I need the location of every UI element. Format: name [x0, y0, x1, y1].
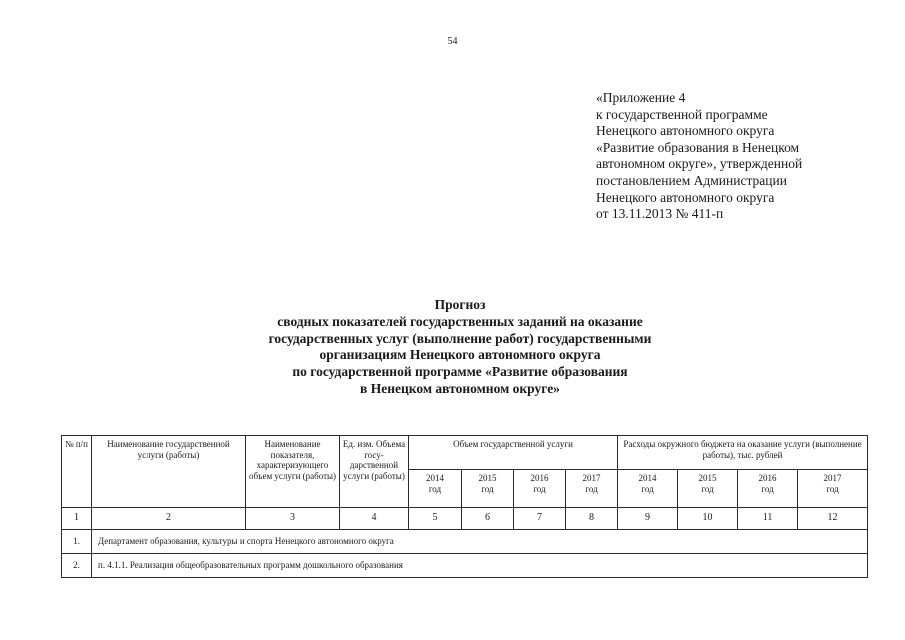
document-title: [150, 297, 770, 398]
table-row: [62, 530, 868, 554]
row-number: 1.: [62, 530, 92, 554]
header-expense-year: [618, 470, 678, 508]
header-volume-year: [462, 470, 514, 508]
column-number: 8: [566, 508, 618, 530]
column-number: 3: [246, 508, 340, 530]
page-number: 54: [447, 36, 458, 47]
header-unit: Ед. изм. Объема госу-дарственной услуги (работы): [340, 436, 409, 508]
title-line: Прогноз: [434, 297, 486, 312]
row-text: п. 4.1.1. Реализация общеобразовательных программ дошкольного образования: [92, 554, 868, 578]
header-expense-year: [798, 470, 868, 508]
column-number: 12: [798, 508, 868, 530]
appendix-reference: [596, 90, 896, 223]
appendix-line: постановлением Администрации: [596, 172, 787, 188]
title-line: организациям Ненецкого автономного округа: [319, 347, 601, 363]
year-value: 2016: [530, 473, 549, 483]
year-value: 2016: [758, 473, 777, 483]
appendix-line: «Приложение 4: [596, 90, 686, 105]
column-number: 2: [92, 508, 246, 530]
forecast-table: [61, 435, 868, 578]
year-suffix: год: [533, 483, 546, 494]
year-value: 2014: [426, 473, 444, 483]
title-line: по государственной программе «Развитие образования: [292, 364, 628, 380]
year-suffix: год: [585, 483, 598, 494]
title-line: государственных услуг (выполнение работ) государственными: [268, 330, 652, 346]
column-number: 7: [514, 508, 566, 530]
year-value: 2017: [582, 473, 601, 483]
header-service-name: Наименование государственной услуги (работы): [92, 436, 246, 508]
appendix-line: Ненецкого автономного округа: [596, 189, 775, 205]
appendix-line: от 13.11.2013 № 411-п: [596, 206, 724, 222]
title-line: сводных показателей государственных заданий на оказание: [277, 313, 643, 329]
header-expense-year: [738, 470, 798, 508]
column-number: 11: [738, 508, 798, 530]
header-volume-year: [566, 470, 618, 508]
title-line: в Ненецком автономном округе»: [360, 380, 560, 396]
year-suffix: год: [481, 483, 494, 494]
row-text: Департамент образования, культуры и спорта Ненецкого автономного округа: [92, 530, 868, 554]
year-suffix: год: [641, 483, 654, 494]
column-number: 5: [409, 508, 462, 530]
column-number: 9: [618, 508, 678, 530]
year-suffix: год: [826, 483, 839, 494]
appendix-line: «Развитие образования в Ненецком: [596, 139, 800, 155]
year-value: 2017: [823, 473, 842, 483]
column-number: 10: [678, 508, 738, 530]
year-suffix: год: [428, 483, 442, 494]
header-indicator-name: Наименование показателя, характеризующего объем услуги (работы): [246, 436, 340, 508]
year-suffix: год: [701, 483, 714, 494]
column-number: 4: [340, 508, 409, 530]
row-number: 2.: [62, 554, 92, 578]
header-expense-year: [678, 470, 738, 508]
year-suffix: год: [761, 483, 774, 494]
header-volume-year: [409, 470, 462, 508]
appendix-line: к государственной программе: [596, 106, 768, 122]
year-value: 2015: [698, 473, 717, 483]
column-number: 6: [462, 508, 514, 530]
header-num: № п/п: [62, 436, 92, 508]
header-expense-group: Расходы окружного бюджета на оказание услуги (выполнение работы), тыс. рублей: [618, 436, 868, 470]
header-volume-year: [514, 470, 566, 508]
appendix-line: автономном округе», утвержденной: [596, 156, 803, 172]
header-volume-group: Объем государственной услуги: [409, 436, 618, 470]
year-value: 2015: [478, 473, 497, 483]
year-value: 2014: [638, 473, 657, 483]
table-row: [62, 554, 868, 578]
column-number: 1: [62, 508, 92, 530]
appendix-line: Ненецкого автономного округа: [596, 123, 775, 139]
